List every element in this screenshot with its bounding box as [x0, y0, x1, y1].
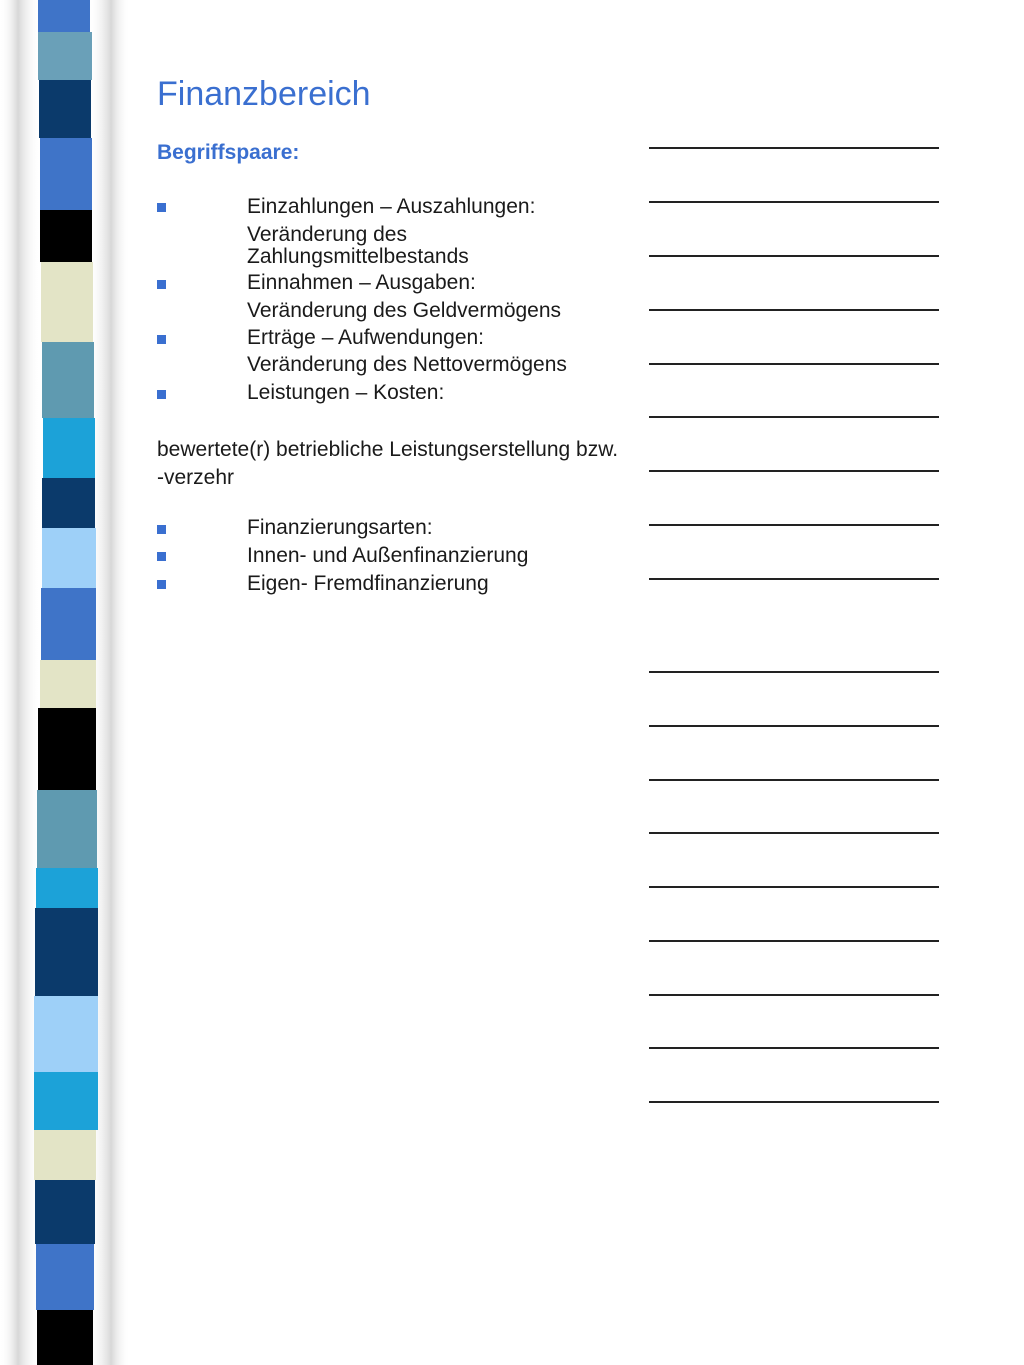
- stripe-segments: [34, 0, 98, 1365]
- note-line: [649, 779, 939, 781]
- note-line: [649, 886, 939, 888]
- list-item: Innen- und Außenfinanzierung: [247, 544, 529, 567]
- note-line: [649, 201, 939, 203]
- note-line: [649, 1047, 939, 1049]
- note-line: [649, 147, 939, 149]
- bullet-marker: [157, 390, 166, 399]
- list-item-detail: Veränderung des Geldvermögens: [247, 299, 562, 322]
- bullet-marker: [157, 280, 166, 289]
- bullet-marker: [157, 525, 166, 534]
- slide-subtitle: Begriffspaare:: [157, 141, 300, 164]
- list-item: Eigen- Fremdfinanzierung: [247, 572, 489, 595]
- note-line: [649, 832, 939, 834]
- list-item: Finanzierungsarten:: [247, 516, 433, 539]
- list-item: Erträge – Aufwendungen:: [247, 326, 485, 349]
- bullet-marker: [157, 203, 166, 212]
- note-line: [649, 671, 939, 673]
- list-item: Leistungen – Kosten:: [247, 381, 445, 404]
- list-item-detail: Veränderung des Zahlungsmittelbestands: [247, 223, 469, 268]
- bullet-marker: [157, 335, 166, 344]
- note-line: [649, 1101, 939, 1103]
- note-line: [649, 309, 939, 311]
- note-line: [649, 470, 939, 472]
- note-line: [649, 416, 939, 418]
- list-item-detail: Veränderung des Nettovermögens: [247, 353, 567, 376]
- bullet-marker: [157, 580, 166, 589]
- bullet-marker: [157, 552, 166, 561]
- note-line: [649, 940, 939, 942]
- note-line: [649, 524, 939, 526]
- list-item: Einnahmen – Ausgaben:: [247, 271, 476, 294]
- decorative-stripe-band: [0, 0, 130, 1365]
- list-item-detail: bewertete(r) betriebliche Leistungserstellung bzw. -verzehr: [157, 438, 619, 489]
- note-line: [649, 994, 939, 996]
- note-line: [649, 363, 939, 365]
- list-item: Einzahlungen – Auszahlungen:: [247, 195, 536, 218]
- note-line: [649, 725, 939, 727]
- notes-lines: [649, 0, 941, 1365]
- slide-title: Finanzbereich: [157, 75, 371, 113]
- note-line: [649, 578, 939, 580]
- note-line: [649, 255, 939, 257]
